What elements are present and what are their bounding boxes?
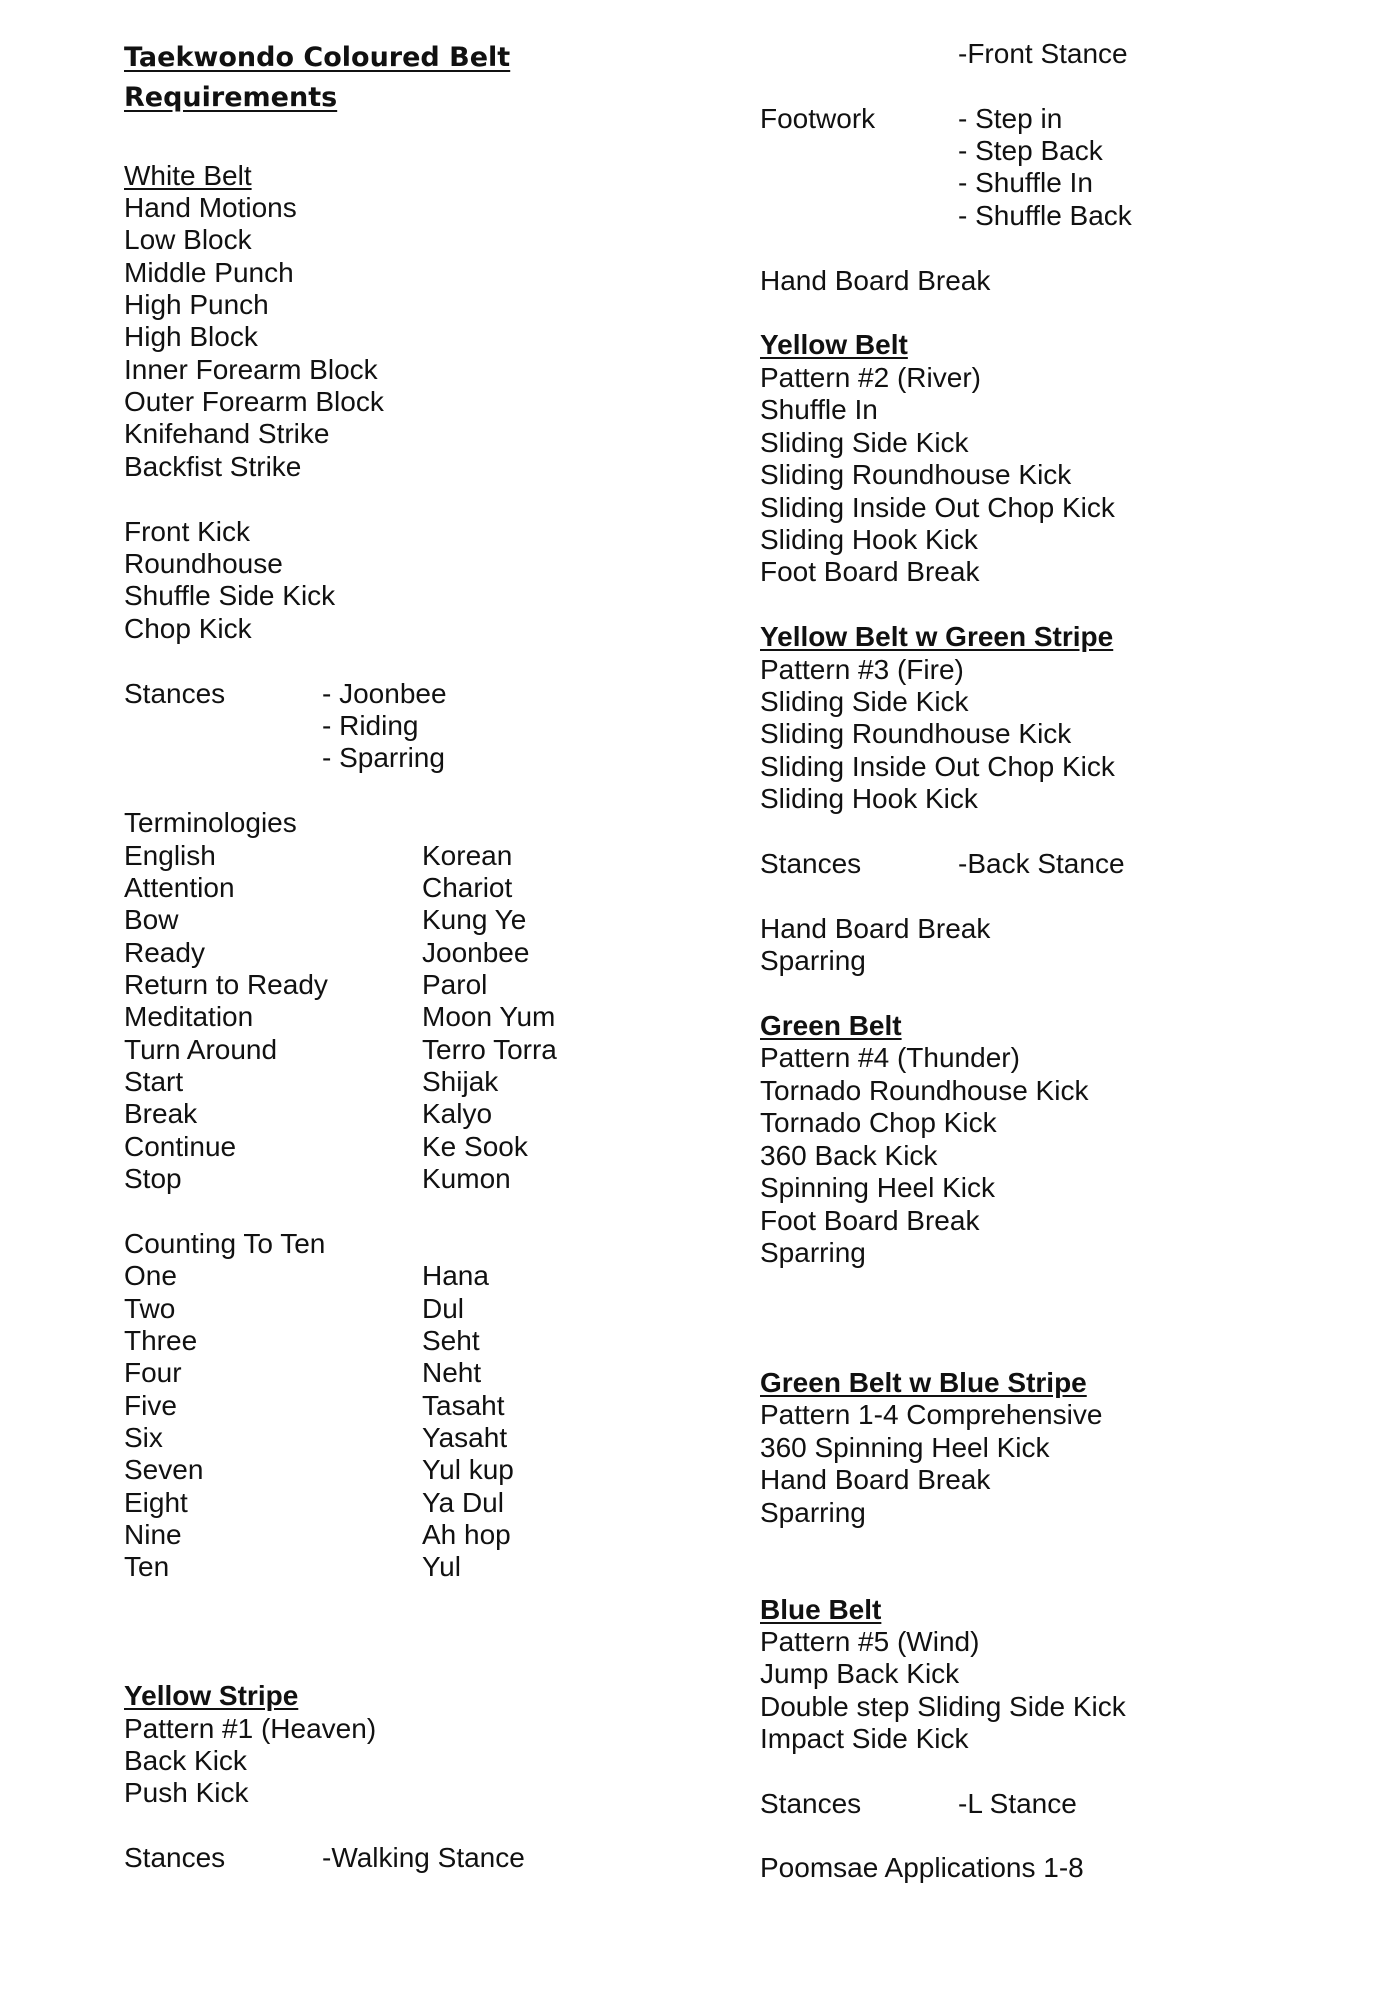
list-item: Sparring	[760, 1497, 866, 1528]
list-item: Front Kick	[124, 516, 251, 547]
term-korean: Ke Sook	[422, 1131, 528, 1162]
footwork-item: - Shuffle In	[958, 167, 1093, 198]
count-english: Nine	[124, 1519, 182, 1550]
list-item: Pattern #5 (Wind)	[760, 1626, 980, 1657]
count-english: Eight	[124, 1487, 188, 1518]
term-english: Turn Around	[124, 1034, 278, 1065]
count-english: Five	[124, 1390, 177, 1421]
count-korean: Ya Dul	[422, 1487, 504, 1518]
stance-item: -Front Stance	[958, 38, 1128, 69]
yellow-green-stripe-heading: Yellow Belt w Green Stripe	[760, 621, 1114, 652]
list-item: Pattern #2 (River)	[760, 362, 981, 393]
term-korean: Kumon	[422, 1163, 511, 1194]
stances-label: Stances	[124, 678, 226, 709]
term-english: Attention	[124, 872, 235, 903]
list-item: Tornado Roundhouse Kick	[760, 1075, 1089, 1106]
stance-item: -L Stance	[958, 1788, 1077, 1819]
term-korean: Kalyo	[422, 1098, 493, 1129]
list-item: Pattern #3 (Fire)	[760, 654, 964, 685]
stances-label: Stances	[124, 1842, 226, 1873]
footwork-item: - Shuffle Back	[958, 200, 1132, 231]
list-item: Chop Kick	[124, 613, 252, 644]
term-english: Return to Ready	[124, 969, 328, 1000]
term-english: Break	[124, 1098, 198, 1129]
document-title-line-1: Taekwondo Coloured Belt	[124, 42, 511, 73]
list-item: Shuffle In	[760, 394, 878, 425]
term-korean: Kung Ye	[422, 904, 527, 935]
count-english: Seven	[124, 1454, 204, 1485]
term-english: Stop	[124, 1163, 182, 1194]
green-belt-heading: Green Belt	[760, 1010, 902, 1041]
list-item: Sliding Roundhouse Kick	[760, 718, 1072, 749]
list-item: Spinning Heel Kick	[760, 1172, 996, 1203]
term-korean: Korean	[422, 840, 513, 871]
list-item: Back Kick	[124, 1745, 247, 1776]
term-korean: Chariot	[422, 872, 513, 903]
term-korean: Moon Yum	[422, 1001, 556, 1032]
list-item: Sliding Roundhouse Kick	[760, 459, 1072, 490]
count-english: Two	[124, 1293, 176, 1324]
document-title-line-2: Requirements	[124, 82, 338, 113]
count-korean: Tasaht	[422, 1390, 505, 1421]
stances-label: Stances	[760, 848, 862, 879]
list-item: Tornado Chop Kick	[760, 1107, 997, 1138]
list-item: Pattern #4 (Thunder)	[760, 1042, 1020, 1073]
blue-belt-heading: Blue Belt	[760, 1594, 882, 1625]
count-korean: Yasaht	[422, 1422, 508, 1453]
terminologies-heading: Terminologies	[124, 807, 297, 838]
list-item: Sliding Hook Kick	[760, 783, 978, 814]
list-item: Hand Board Break	[760, 913, 991, 944]
list-item: Hand Motions	[124, 192, 297, 223]
list-item: Pattern 1-4 Comprehensive	[760, 1399, 1103, 1430]
term-korean: Shijak	[422, 1066, 499, 1097]
list-item: Outer Forearm Block	[124, 386, 384, 417]
counting-heading: Counting To Ten	[124, 1228, 326, 1259]
stance-item: -Back Stance	[958, 848, 1125, 879]
list-item: Knifehand Strike	[124, 418, 330, 449]
count-korean: Dul	[422, 1293, 465, 1324]
count-english: Four	[124, 1357, 182, 1388]
count-english: Ten	[124, 1551, 170, 1582]
term-korean: Terro Torra	[422, 1034, 557, 1065]
count-korean: Seht	[422, 1325, 480, 1356]
count-english: One	[124, 1260, 177, 1291]
count-korean: Yul	[422, 1551, 461, 1582]
count-english: Six	[124, 1422, 163, 1453]
count-korean: Neht	[422, 1357, 482, 1388]
term-english: Continue	[124, 1131, 237, 1162]
list-item: Middle Punch	[124, 257, 294, 288]
yellow-stripe-heading: Yellow Stripe	[124, 1680, 299, 1711]
stances-label: Stances	[760, 1788, 862, 1819]
stance-item: -Walking Stance	[322, 1842, 525, 1873]
term-english: Bow	[124, 904, 179, 935]
list-item: Inner Forearm Block	[124, 354, 378, 385]
list-item: High Punch	[124, 289, 269, 320]
list-item: Foot Board Break	[760, 556, 980, 587]
term-korean: Joonbee	[422, 937, 530, 968]
footwork-item: - Step Back	[958, 135, 1103, 166]
list-item: 360 Back Kick	[760, 1140, 938, 1171]
count-english: Three	[124, 1325, 198, 1356]
term-korean: Parol	[422, 969, 488, 1000]
stance-item: - Joonbee	[322, 678, 447, 709]
footwork-item: - Step in	[958, 103, 1063, 134]
list-item: Sparring	[760, 945, 866, 976]
list-item: Sliding Inside Out Chop Kick	[760, 751, 1115, 782]
list-item: Foot Board Break	[760, 1205, 980, 1236]
list-item: High Block	[124, 321, 258, 352]
count-korean: Yul kup	[422, 1454, 514, 1485]
count-korean: Ah hop	[422, 1519, 511, 1550]
list-item: 360 Spinning Heel Kick	[760, 1432, 1050, 1463]
list-item: Jump Back Kick	[760, 1658, 960, 1689]
list-item: Double step Sliding Side Kick	[760, 1691, 1126, 1722]
list-item: Hand Board Break	[760, 1464, 991, 1495]
white-belt-heading: White Belt	[124, 160, 252, 191]
term-english: English	[124, 840, 216, 871]
stance-item: - Riding	[322, 710, 419, 741]
list-item: Low Block	[124, 224, 252, 255]
term-english: Meditation	[124, 1001, 254, 1032]
list-item: Poomsae Applications 1-8	[760, 1852, 1084, 1883]
list-item: Sliding Side Kick	[760, 686, 969, 717]
list-item: Push Kick	[124, 1777, 249, 1808]
term-english: Start	[124, 1066, 184, 1097]
list-item: Sparring	[760, 1237, 866, 1268]
yellow-belt-heading: Yellow Belt	[760, 329, 908, 360]
footwork-label: Footwork	[760, 103, 876, 134]
list-item: Impact Side Kick	[760, 1723, 969, 1754]
list-item: Roundhouse	[124, 548, 283, 579]
list-item: Shuffle Side Kick	[124, 580, 336, 611]
stance-item: - Sparring	[322, 742, 445, 773]
list-item: Hand Board Break	[760, 265, 991, 296]
list-item: Sliding Side Kick	[760, 427, 969, 458]
list-item: Backfist Strike	[124, 451, 302, 482]
list-item: Pattern #1 (Heaven)	[124, 1713, 377, 1744]
green-blue-stripe-heading: Green Belt w Blue Stripe	[760, 1367, 1087, 1398]
list-item: Sliding Hook Kick	[760, 524, 978, 555]
count-korean: Hana	[422, 1260, 489, 1291]
term-english: Ready	[124, 937, 205, 968]
list-item: Sliding Inside Out Chop Kick	[760, 492, 1115, 523]
